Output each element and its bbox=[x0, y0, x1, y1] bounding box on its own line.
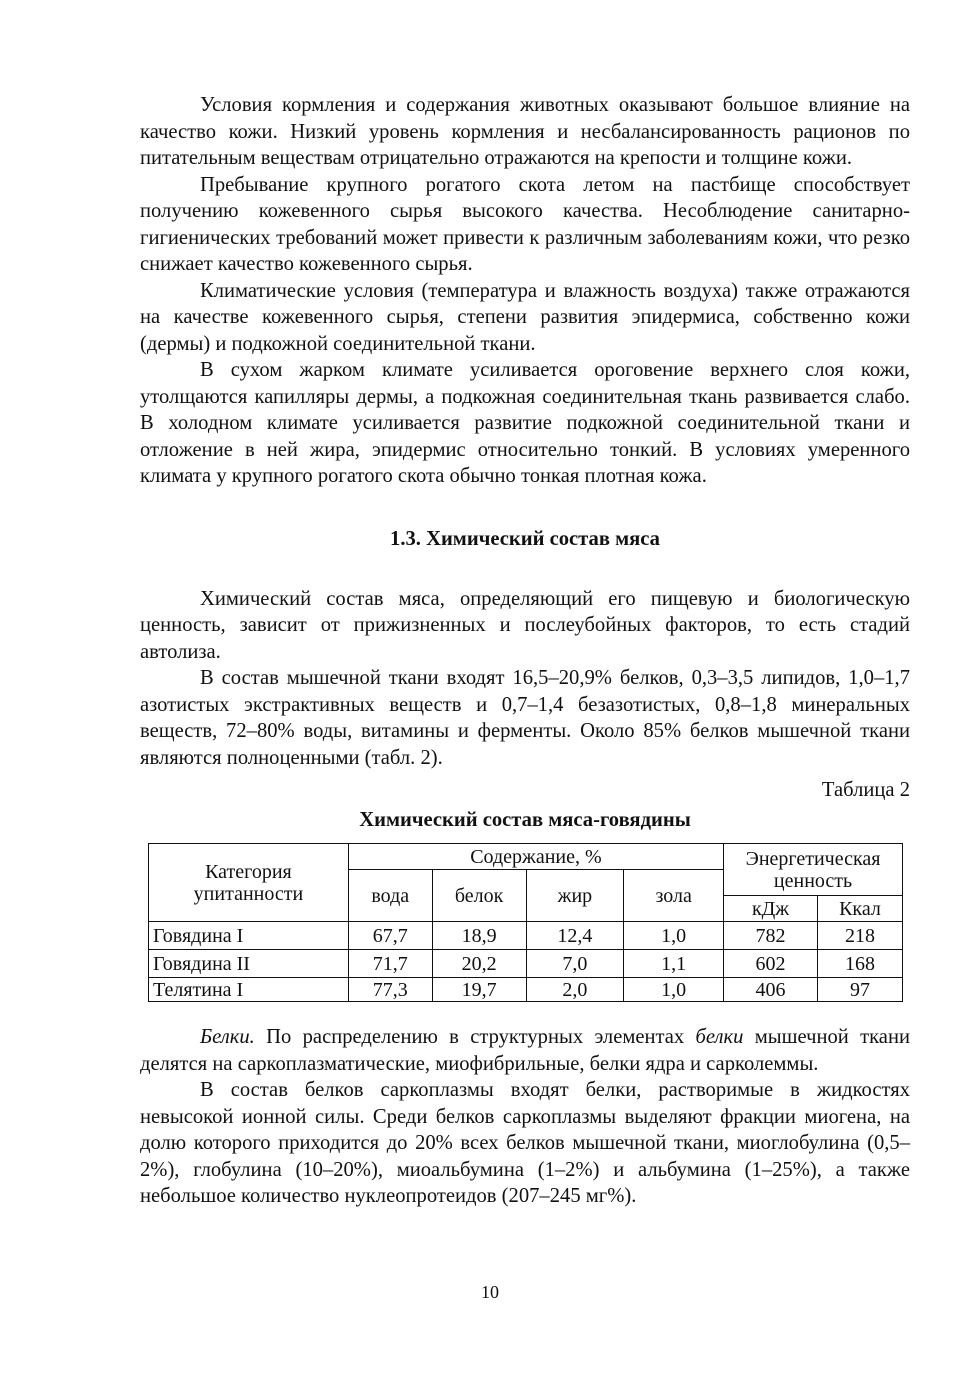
text-b: мышечной ткани делятся на саркоплазматические, миофибрильные, белки ядра и сарколеммы. bbox=[140, 1026, 910, 1075]
paragraph-pasture: Пребывание крупного рогатого скота летом на пастбище способствует получению кожевенного сырья высокого качества. Несоблюдение санитарно-гигиенических требований может привести к различным заболеваниям кожи, что резко снижает качество кожевенного сырья. bbox=[140, 173, 910, 275]
header-fat: жир bbox=[526, 870, 624, 922]
table-row bbox=[149, 950, 903, 978]
cell-ash: 1,0 bbox=[624, 978, 724, 1002]
header-kcal: Ккал bbox=[818, 896, 903, 922]
paragraph-hot-climate: В сухом жарком климате усиливается ороговение верхнего слоя кожи, утолщаются капилляры дермы, а подкожная соединительная ткань развивается слабо. В холодном климате усиливается развитие подкожной соединительной ткани и отложение в ней жира, эпидермис относительно тонкий. В условиях умеренного климата у крупного рогатого скота обычно тонкая плотная кожа. bbox=[140, 359, 910, 487]
cell-ash: 1,0 bbox=[624, 922, 724, 950]
cell-protein: 20,2 bbox=[432, 950, 526, 978]
cell-kj: 782 bbox=[724, 922, 818, 950]
header-kj: кДж bbox=[724, 896, 818, 922]
italic-mid: белки bbox=[695, 1026, 744, 1048]
cell-water: 67,7 bbox=[348, 922, 432, 950]
text-a: По распределению в структурных элементах bbox=[254, 1026, 696, 1048]
paragraph-chemical-composition: Химический состав мяса, определяющий его пищевую и биологическую ценность, зависит от прижизненных и послеубойных факторов, то есть стадий автолиза. bbox=[140, 587, 910, 663]
cell-fat: 7,0 bbox=[526, 950, 624, 978]
cell-kcal: 218 bbox=[818, 922, 903, 950]
header-category: Категория упитанности bbox=[149, 844, 349, 922]
row-name: Говядина II bbox=[149, 950, 349, 978]
italic-lead: Белки. bbox=[200, 1026, 255, 1048]
table-row bbox=[149, 978, 903, 1002]
composition-table bbox=[148, 843, 903, 1002]
paragraph-muscle-tissue: В состав мышечной ткани входят 16,5–20,9% белков, 0,3–3,5 липидов, 1,0–1,7 азотистых экстрактивных веществ и 0,7–1,4 безазотистых, 0,8–1,8 минеральных веществ, 72–80% воды, витамины и ферменты. Около 85% белков мышечной ткани являются полноценными (табл. 2). bbox=[140, 667, 910, 769]
section-title: 1.3. Химический состав мяса bbox=[390, 527, 660, 550]
table-title: Химический состав мяса-говядины bbox=[359, 809, 691, 831]
cell-protein: 19,7 bbox=[432, 978, 526, 1002]
page-content bbox=[140, 92, 910, 1210]
cell-fat: 12,4 bbox=[526, 922, 624, 950]
cell-fat: 2,0 bbox=[526, 978, 624, 1002]
cell-kcal: 168 bbox=[818, 950, 903, 978]
cell-water: 71,7 bbox=[348, 950, 432, 978]
cell-kj: 406 bbox=[724, 978, 818, 1002]
paragraph-proteins bbox=[140, 1024, 910, 1077]
cell-water: 77,3 bbox=[348, 978, 432, 1002]
header-energy: Энергетическая ценность bbox=[724, 844, 903, 896]
table-row bbox=[149, 922, 903, 950]
header-water: вода bbox=[348, 870, 432, 922]
table-label: Таблица 2 bbox=[821, 779, 910, 801]
paragraph-feeding: Условия кормления и содержания животных оказывают большое влияние на качество кожи. Низкий уровень кормления и несбалансированность рационов по питательным веществам отрицательно отражаются на крепости и толщине кожи. bbox=[140, 94, 910, 169]
row-name: Телятина I bbox=[149, 978, 349, 1002]
cell-ash: 1,1 bbox=[624, 950, 724, 978]
paragraph-sarcoplasm: В состав белков саркоплазмы входят белки, растворимые в жидкостях невысокой ионной силы. Среди белков саркоплазмы выделяют фракции миогена, на долю которого приходится до 20% всех белков мышечной ткани, миоглобулина (0,5–2%), глобулина (10–20%), миоальбумина (1–2%) и альбумина (1–25%), а также небольшое количество нуклеопротеидов (207–245 мг%). bbox=[140, 1079, 910, 1207]
page-number: 10 bbox=[481, 1282, 499, 1302]
cell-protein: 18,9 bbox=[432, 922, 526, 950]
header-content: Содержание, % bbox=[348, 844, 723, 870]
row-name: Говядина I bbox=[149, 922, 349, 950]
cell-kcal: 97 bbox=[818, 978, 903, 1002]
cell-kj: 602 bbox=[724, 950, 818, 978]
header-ash: зола bbox=[624, 870, 724, 922]
paragraph-climate: Климатические условия (температура и влажность воздуха) также отражаются на качестве кожевенного сырья, степени развития эпидермиса, собственно кожи (дермы) и подкожной соединительной ткани. bbox=[140, 279, 910, 355]
header-protein: белок bbox=[432, 870, 526, 922]
